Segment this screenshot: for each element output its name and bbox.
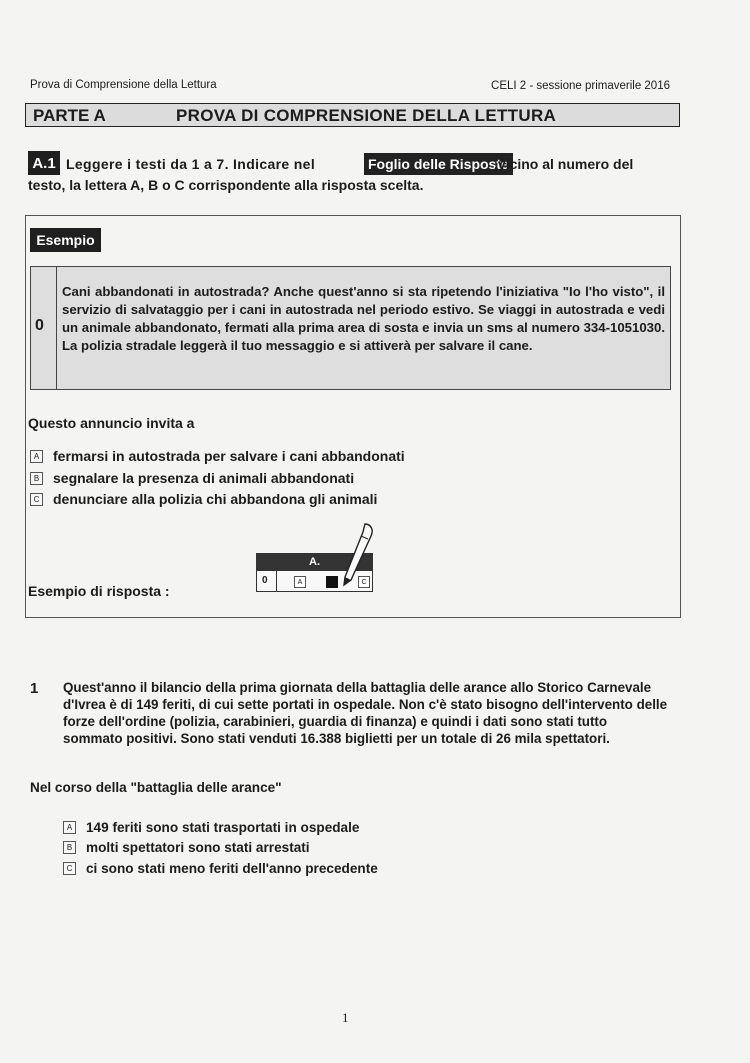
answer-cell-a[interactable]: A xyxy=(294,576,306,588)
example-option-b[interactable] xyxy=(30,470,354,486)
option-text: 149 feriti sono stati trasportati in ospedale xyxy=(86,820,360,835)
item-option-c[interactable] xyxy=(63,861,378,876)
pen-icon xyxy=(335,522,377,588)
item-text: Quest'anno il bilancio della prima giornata della battaglia delle arance allo Storico Carnevale d'Ivrea è di 149 feriti, di cui sette portati in ospedale. Non c'è stato bisogno dell'intervento delle forze dell'ordine (polizia, carabinieri, guardia di finanza) e quindi i dati sono stati tutto sommato positivi. Sono stati venduti 16.388 biglietti per un totale di 26 mila spettatori. xyxy=(63,680,668,746)
option-letter-box: B xyxy=(63,841,76,854)
item-option-a[interactable] xyxy=(63,820,359,835)
option-letter-box: B xyxy=(30,472,43,485)
option-letter-box: A xyxy=(30,450,43,463)
option-text: denunciare alla polizia chi abbandona gli animali xyxy=(53,491,378,507)
header-left: Prova di Comprensione della Lettura xyxy=(30,79,217,91)
parte-title: PROVA DI COMPRENSIONE DELLA LETTURA xyxy=(176,106,557,125)
instruction-text: Leggere i testi da 1 a 7. Indicare nel xyxy=(66,156,316,172)
instruction-text-end: ,vicino al numero del xyxy=(494,156,634,172)
item-question: Nel corso della "battaglia delle arance" xyxy=(30,780,282,795)
parte-label: PARTE A xyxy=(33,106,106,125)
item-option-b[interactable] xyxy=(63,840,310,855)
example-question: Questo annuncio invita a xyxy=(28,415,195,431)
example-text: Cani abbandonati in autostrada? Anche quest'anno si sta ripetendo l'iniziativa "Io l'ho visto", il servizio di salvataggio per i cani in autostrada nel periodo estivo. Se viaggi in autostrada e vedi un animale abbandonato, fermati alla prima area di sosta e invia un sms al numero 334-1051030. La polizia stradale leggerà il tuo messaggio e si attiverà per salvare il cane. xyxy=(62,284,665,353)
answer-sheet-highlight: Foglio delle Risposte xyxy=(364,153,513,175)
option-text: ci sono stati meno feriti dell'anno precedente xyxy=(86,861,378,876)
answer-grid-row-number: 0 xyxy=(262,575,268,586)
answer-grid-header: A. xyxy=(256,553,373,570)
option-letter-box: C xyxy=(30,493,43,506)
example-option-c[interactable] xyxy=(30,491,377,507)
example-number: 0 xyxy=(35,317,44,334)
item-number: 1 xyxy=(30,680,39,697)
answer-cell-c[interactable]: C xyxy=(358,576,370,588)
answer-grid-separator xyxy=(276,570,277,592)
example-badge: Esempio xyxy=(30,228,101,252)
page-number: 1 xyxy=(342,1010,349,1025)
option-letter-box: C xyxy=(63,862,76,875)
option-letter-box: A xyxy=(63,821,76,834)
example-option-a[interactable] xyxy=(30,448,405,464)
answer-example-label: Esempio di risposta : xyxy=(28,583,170,599)
option-text: molti spettatori sono stati arrestati xyxy=(86,840,310,855)
header-right: CELI 2 - sessione primaverile 2016 xyxy=(491,80,670,92)
option-text: fermarsi in autostrada per salvare i cani abbandonati xyxy=(53,448,405,464)
instruction-line-2: testo, la lettera A, B o C corrispondente alla risposta scelta. xyxy=(28,177,424,193)
parte-bar xyxy=(25,103,680,127)
section-badge: A.1 xyxy=(28,151,60,175)
option-text: segnalare la presenza di animali abbandonati xyxy=(53,470,355,486)
